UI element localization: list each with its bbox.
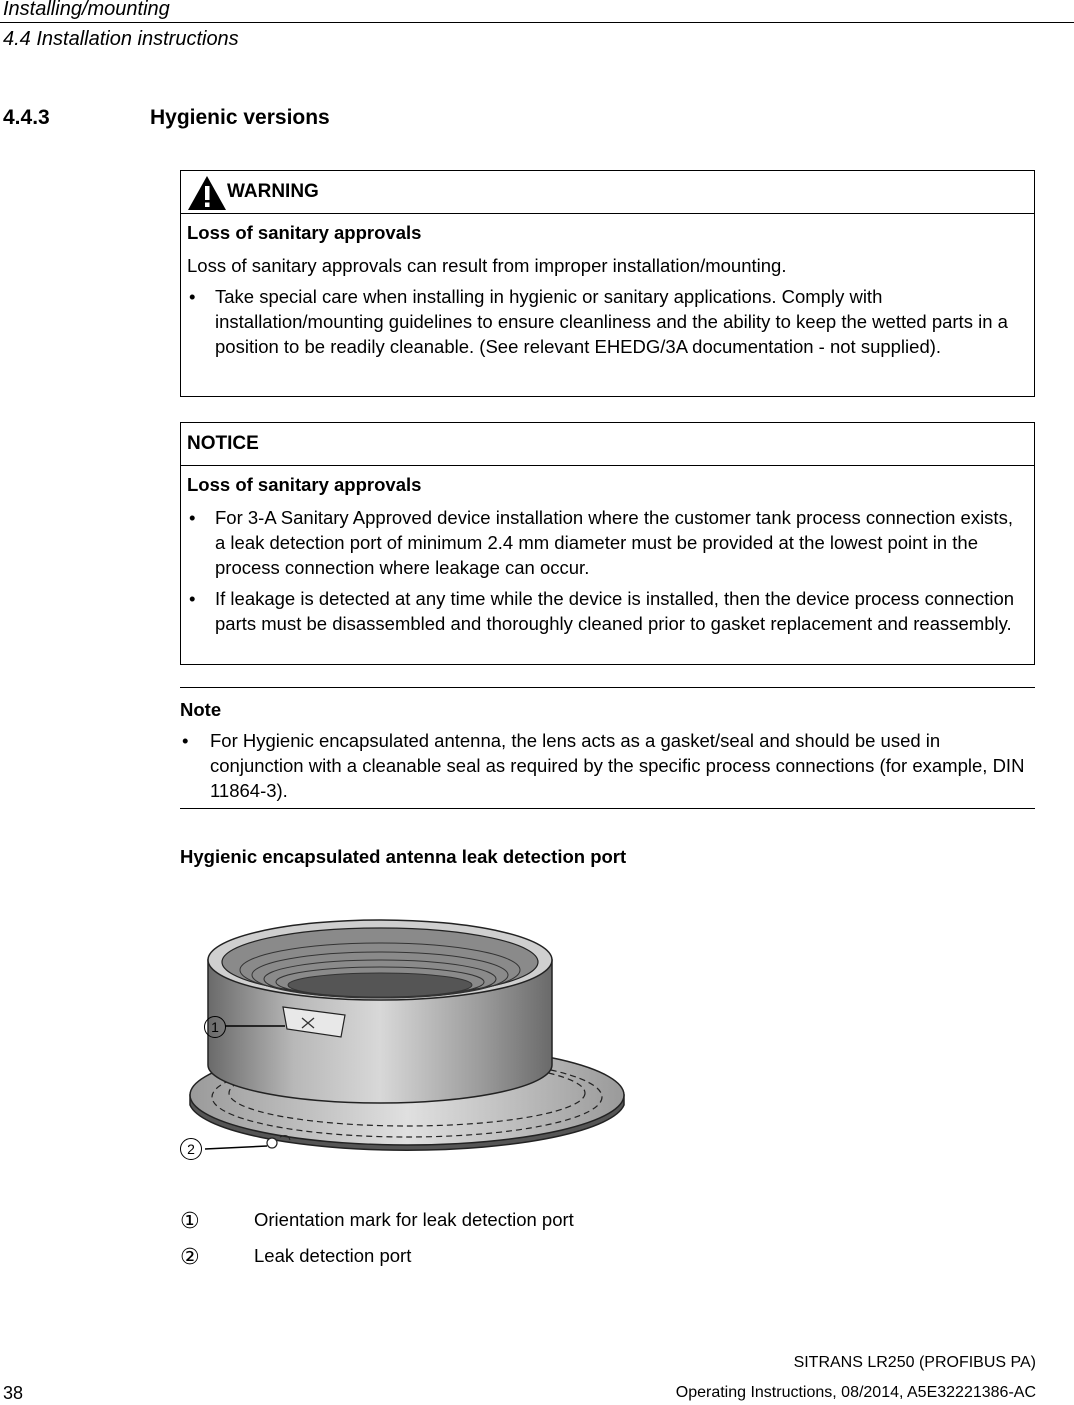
warning-bullet-text: Take special care when installing in hygienic or sanitary applications. Comply with installation/mounting guidelines to ensure cleanliness and the ability to keep the wetted parts in a position to be readily cleanable. (See relevant EHEDG/3A documentation - not supplied). — [215, 286, 1008, 357]
footer-doc: Operating Instructions, 08/2014, A5E32221386-AC — [675, 1384, 1036, 1401]
notice-box — [180, 422, 1035, 665]
bullet-icon: • — [189, 588, 196, 609]
note-bottom-rule — [180, 808, 1035, 809]
note-top-rule — [180, 687, 1035, 688]
bullet-icon: • — [182, 730, 189, 751]
note-bullet-text: For Hygienic encapsulated antenna, the lens acts as a gasket/seal and should be used in conjunction with a cleanable seal as required by the specific process connections (for example, DIN 11864-3). — [210, 730, 1025, 801]
legend-num: ② — [180, 1244, 200, 1269]
notice-bullet-text: If leakage is detected at any time while the device is installed, then the device process connection parts must be disassembled and thoroughly cleaned prior to gasket replacement and reassembly. — [215, 588, 1015, 634]
callout-1: 1 — [204, 1016, 226, 1038]
list-item — [187, 505, 1028, 580]
legend-num: ① — [180, 1208, 200, 1233]
callout-2: 2 — [180, 1138, 202, 1160]
note-label: Note — [180, 699, 222, 720]
warning-triangle-icon — [187, 175, 227, 211]
figure-title: Hygienic encapsulated antenna leak detection port — [180, 846, 627, 867]
warning-label: WARNING — [227, 181, 319, 202]
notice-bullet-text: For 3-A Sanitary Approved device installation where the customer tank process connection exists, a leak detection port of minimum 2.4 mm diameter must be provided at the lowest point in the process connection where leakage can occur. — [215, 507, 1013, 578]
notice-header — [181, 423, 1034, 466]
list-item — [187, 586, 1028, 636]
warning-text: Loss of sanitary approvals can result from improper installation/mounting. — [187, 255, 787, 276]
note-block — [180, 697, 1035, 809]
antenna-illustration — [175, 915, 630, 1170]
warning-header — [181, 171, 1034, 214]
header-rule — [0, 22, 1074, 23]
section-number: 4.4.3 — [3, 106, 50, 129]
bullet-icon: • — [189, 507, 196, 528]
legend-text: Orientation mark for leak detection port — [254, 1209, 574, 1230]
page-number: 38 — [3, 1383, 24, 1403]
list-item — [180, 728, 1035, 803]
warning-subtitle: Loss of sanitary approvals — [187, 222, 422, 243]
warning-box — [180, 170, 1035, 397]
notice-subtitle: Loss of sanitary approvals — [187, 474, 422, 495]
legend-text: Leak detection port — [254, 1245, 412, 1266]
running-header-chapter: Installing/mounting — [3, 0, 170, 20]
list-item — [187, 284, 1028, 359]
running-header-section: 4.4 Installation instructions — [3, 28, 239, 50]
notice-label: NOTICE — [187, 433, 259, 454]
footer-product: SITRANS LR250 (PROFIBUS PA) — [793, 1354, 1036, 1371]
bullet-icon: • — [189, 286, 196, 307]
section-title: Hygienic versions — [150, 106, 330, 129]
